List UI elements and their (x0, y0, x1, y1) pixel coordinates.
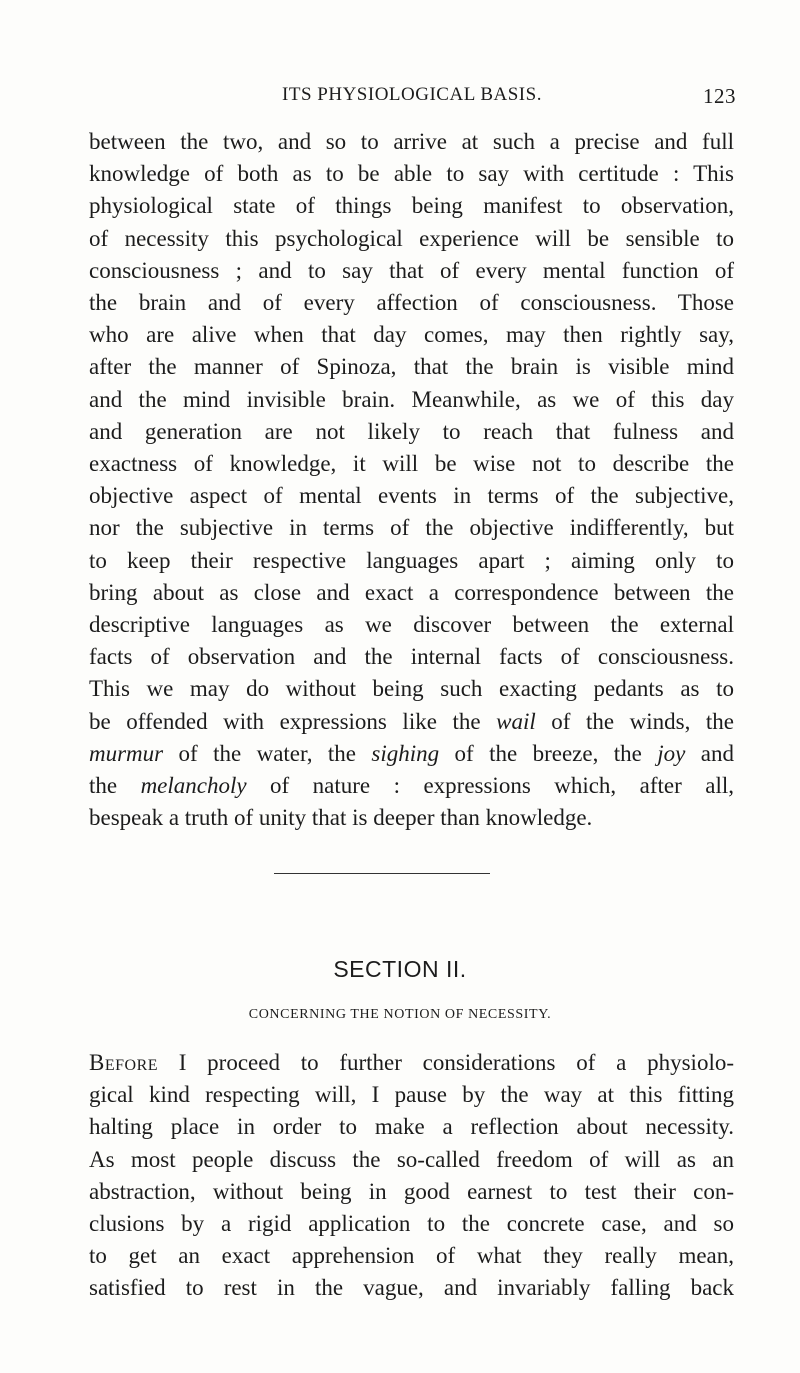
text-run: of the breeze, the (439, 740, 658, 766)
text-line: halting place in order to make a reflection about necessity. (89, 1114, 734, 1140)
text-run: be offended with expressions like the (89, 708, 497, 734)
text-run: and (685, 740, 734, 766)
text-line: to keep their respective languages apart ; aiming only to (89, 547, 734, 573)
text-line (89, 1047, 734, 1079)
italic-word: sighing (371, 740, 440, 766)
text-line: abstraction, without being in good earnest to test their con- (89, 1178, 734, 1204)
text-run: of the winds, the (535, 708, 735, 734)
text-run: of nature : expressions which, after all, (246, 773, 734, 799)
text-line: and the mind invisible brain. Meanwhile, as we of this day (89, 386, 734, 412)
italic-word: joy (657, 740, 686, 766)
paragraph-1 (89, 126, 734, 834)
text-line: knowledge of both as to be able to say with certitude : This (89, 161, 734, 187)
section-title: SECTION II. (333, 956, 467, 982)
text-line: bring about as close and exact a correspondence between the (89, 579, 734, 605)
text-line: facts of observation and the internal facts of consciousness. (89, 644, 734, 670)
text-line: after the manner of Spinoza, that the brain is visible mind (89, 354, 734, 380)
text-line: of necessity this psychological experience will be sensible to (89, 225, 734, 251)
text-run: the (89, 773, 141, 799)
text-run: I proceed to further considerations of a physiolo- (158, 1050, 734, 1075)
page-number: 123 (703, 84, 736, 108)
text-line: the brain and of every affection of consciousness. Those (89, 290, 734, 316)
text-line: physiological state of things being manifest to observation, (89, 193, 734, 219)
text-line: clusions by a rigid application to the concrete case, and so (89, 1211, 734, 1237)
text-line: As most people discuss the so-called freedom of will as an (89, 1146, 734, 1172)
text-line: satisfied to rest in the vague, and invariably falling back (89, 1275, 734, 1301)
italic-word: melancholy (140, 773, 247, 799)
text-line (89, 770, 734, 802)
italic-word: wail (496, 708, 536, 734)
section-divider (274, 873, 490, 874)
text-line: exactness of knowledge, it will be wise not to describe the (89, 451, 734, 477)
lead-word: Before (89, 1050, 159, 1075)
text-line: gical kind respecting will, I pause by the way at this fitting (89, 1082, 734, 1108)
running-head-title: ITS PHYSIOLOGICAL BASIS. (282, 84, 542, 105)
text-line: bespeak a truth of unity that is deeper than knowledge. (89, 805, 593, 831)
text-line: objective aspect of mental events in terms of the subjective, (89, 483, 734, 509)
text-line: consciousness ; and to say that of every mental function of (89, 257, 734, 283)
text-line: This we may do without being such exacting pedants as to (89, 676, 734, 702)
text-line (89, 706, 734, 738)
italic-word: murmur (89, 740, 164, 766)
text-line: and generation are not likely to reach that fulness and (89, 418, 734, 444)
text-line (89, 738, 734, 770)
text-line: who are alive when that day comes, may then rightly say, (89, 322, 734, 348)
text-line: nor the subjective in terms of the objective indifferently, but (89, 515, 734, 541)
paragraph-2 (89, 1047, 734, 1305)
text-line: to get an exact apprehension of what they really mean, (89, 1243, 734, 1269)
running-head (88, 84, 736, 112)
text-line: descriptive languages as we discover between the external (89, 612, 734, 638)
text-run: of the water, the (163, 740, 372, 766)
section-subtitle: CONCERNING THE NOTION OF NECESSITY. (248, 1007, 552, 1022)
text-line: between the two, and so to arrive at such a precise and full (89, 129, 734, 154)
